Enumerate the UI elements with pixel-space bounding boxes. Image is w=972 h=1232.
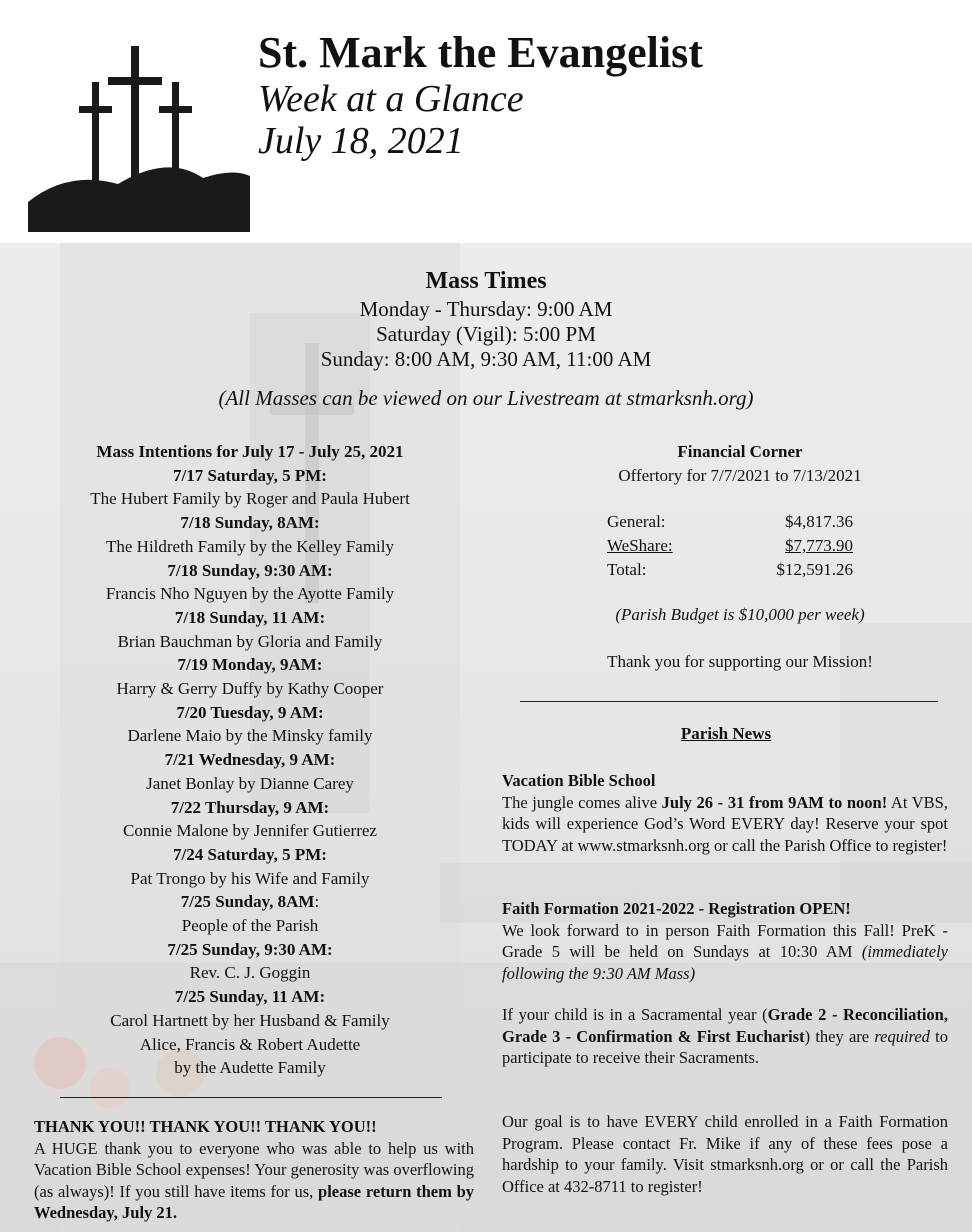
bulletin-date: July 18, 2021 bbox=[258, 120, 464, 162]
offertory-label: General: bbox=[607, 512, 666, 531]
intention-name: Pat Trongo by his Wife and Family bbox=[130, 868, 370, 888]
vbs-section bbox=[502, 770, 948, 856]
intention-name: by the Audette Family bbox=[174, 1058, 326, 1078]
intention-name: Alice, Francis & Robert Audette bbox=[139, 1034, 361, 1054]
thank-you-body: A HUGE thank you to everyone who was able to help us with Vacation Bible School expenses! Your generosity was overflowing (as always)! If you still have items for us, bbox=[34, 1138, 474, 1201]
offertory-label: Total: bbox=[607, 560, 647, 579]
header bbox=[0, 0, 972, 243]
vbs-text: At VBS, kids will experience God’s Word EVERY day! Reserve your spot TODAY at www.stmarksnh.org or call the Parish Office to register! bbox=[502, 792, 948, 855]
intention-name: Carol Hartnett by her Husband & Family bbox=[110, 1010, 390, 1030]
intention-time: 7/21 Wednesday, 9 AM: bbox=[164, 750, 336, 770]
mass-time-line: Sunday: 8:00 AM, 9:30 AM, 11:00 AM bbox=[320, 347, 652, 371]
offertory-row bbox=[607, 558, 853, 582]
thank-you-note bbox=[34, 1116, 474, 1224]
vbs-text: The jungle comes alive bbox=[502, 792, 662, 812]
offertory-row bbox=[607, 510, 853, 534]
faith-formation-text: We look forward to in person Faith Formation this Fall! PreK - Grade 5 will be held on Sundays at 10:30 AM bbox=[502, 920, 948, 961]
mass-intentions bbox=[40, 440, 460, 1080]
intention-time: 7/20 Tuesday, 9 AM: bbox=[176, 702, 324, 722]
budget-note: (Parish Budget is $10,000 per week) bbox=[615, 605, 865, 624]
faith-formation-title: Faith Formation 2021-2022 - Registration OPEN! bbox=[502, 899, 851, 918]
intention-name: Brian Bauchman by Gloria and Family bbox=[117, 631, 383, 651]
mass-time-line: Saturday (Vigil): 5:00 PM bbox=[376, 322, 596, 346]
intention-time: 7/25 Sunday, 11 AM: bbox=[174, 987, 326, 1007]
intention-name: People of the Parish bbox=[181, 916, 319, 936]
intention-name: Rev. C. J. Goggin bbox=[189, 963, 311, 983]
faith-formation-section bbox=[502, 898, 948, 984]
intention-time: 7/25 Sunday, 8AM bbox=[180, 892, 315, 912]
page-subtitle: Week at a Glance bbox=[258, 78, 524, 120]
offertory-amount: $12,591.26 bbox=[776, 560, 853, 579]
intention-time: 7/18 Sunday, 11 AM: bbox=[174, 607, 326, 627]
vbs-dates: July 26 - 31 from 9AM to noon! bbox=[661, 792, 888, 812]
offertory-period: Offertory for 7/7/2021 to 7/13/2021 bbox=[618, 466, 862, 485]
sacrament-required: required bbox=[874, 1026, 930, 1046]
offertory-row bbox=[607, 534, 853, 558]
three-crosses-icon bbox=[28, 42, 250, 232]
mass-time-line: Monday - Thursday: 9:00 AM bbox=[359, 297, 613, 321]
intention-name: The Hildreth Family by the Kelley Family bbox=[105, 536, 394, 556]
parish-news-heading: Parish News bbox=[680, 724, 772, 743]
intention-name: Connie Malone by Jennifer Gutierrez bbox=[123, 821, 377, 841]
goal-section: Our goal is to have EVERY child enrolled in a Faith Formation Program. Please contact Fr. Mike if any of these fees pose a hardship to your family. Visit stmarksnh.org or or call the Parish Office at 432-8711 to register! bbox=[502, 1112, 948, 1196]
financial-heading: Financial Corner bbox=[677, 442, 803, 461]
intention-time: 7/24 Saturday, 5 PM: bbox=[173, 844, 327, 864]
intention-name: Harry & Gerry Duffy by Kathy Cooper bbox=[116, 679, 384, 699]
financial-corner bbox=[540, 440, 940, 488]
thank-you-heading: THANK YOU!! THANK YOU!! THANK YOU!! bbox=[34, 1117, 377, 1136]
intentions-heading: Mass Intentions for July 17 - July 25, 2021 bbox=[96, 442, 404, 461]
intention-name: Darlene Maio by the Minsky family bbox=[127, 726, 373, 746]
offertory-amount: $4,817.36 bbox=[785, 512, 853, 531]
sacrament-text: to participate to receive their Sacraments. bbox=[502, 1026, 948, 1067]
sacrament-grades: Grade 2 - Reconciliation, Grade 3 - Confirmation & First Eucharist bbox=[502, 1005, 948, 1046]
offertory-label: WeShare: bbox=[607, 536, 673, 555]
vbs-title: Vacation Bible School bbox=[502, 771, 656, 790]
intention-time-suffix: : bbox=[314, 892, 320, 912]
intention-time-row bbox=[40, 890, 460, 914]
mass-times-list bbox=[0, 297, 972, 372]
thank-you-return: please return them by Wednesday, July 21. bbox=[34, 1181, 474, 1222]
intention-time: 7/17 Saturday, 5 PM: bbox=[173, 465, 327, 485]
support-thanks: Thank you for supporting our Mission! bbox=[607, 652, 873, 671]
offertory-amount: $7,773.90 bbox=[785, 536, 853, 555]
livestream-note: (All Masses can be viewed on our Livestream at stmarksnh.org) bbox=[218, 386, 754, 410]
intention-time: 7/18 Sunday, 9:30 AM: bbox=[167, 560, 333, 580]
page-title: St. Mark the Evangelist bbox=[258, 28, 703, 77]
intention-name: Francis Nho Nguyen by the Ayotte Family bbox=[105, 584, 395, 604]
sacrament-text: ) they are bbox=[804, 1026, 875, 1046]
mass-times-heading: Mass Times bbox=[425, 268, 547, 294]
divider bbox=[520, 701, 938, 702]
sacrament-text: If your child is in a Sacramental year ( bbox=[502, 1005, 768, 1024]
intention-name: The Hubert Family by Roger and Paula Hubert bbox=[90, 489, 410, 509]
intention-time: 7/19 Monday, 9AM: bbox=[177, 655, 323, 675]
offertory-table bbox=[607, 510, 853, 582]
divider bbox=[60, 1097, 442, 1098]
faith-formation-note: (immediately following the 9:30 AM Mass) bbox=[502, 942, 948, 983]
intention-time: 7/18 Sunday, 8AM: bbox=[180, 513, 320, 533]
intention-name: Janet Bonlay by Dianne Carey bbox=[146, 773, 354, 793]
intention-time: 7/25 Sunday, 9:30 AM: bbox=[167, 939, 333, 959]
intention-time: 7/22 Thursday, 9 AM: bbox=[170, 797, 330, 817]
sacrament-section bbox=[502, 1004, 948, 1069]
